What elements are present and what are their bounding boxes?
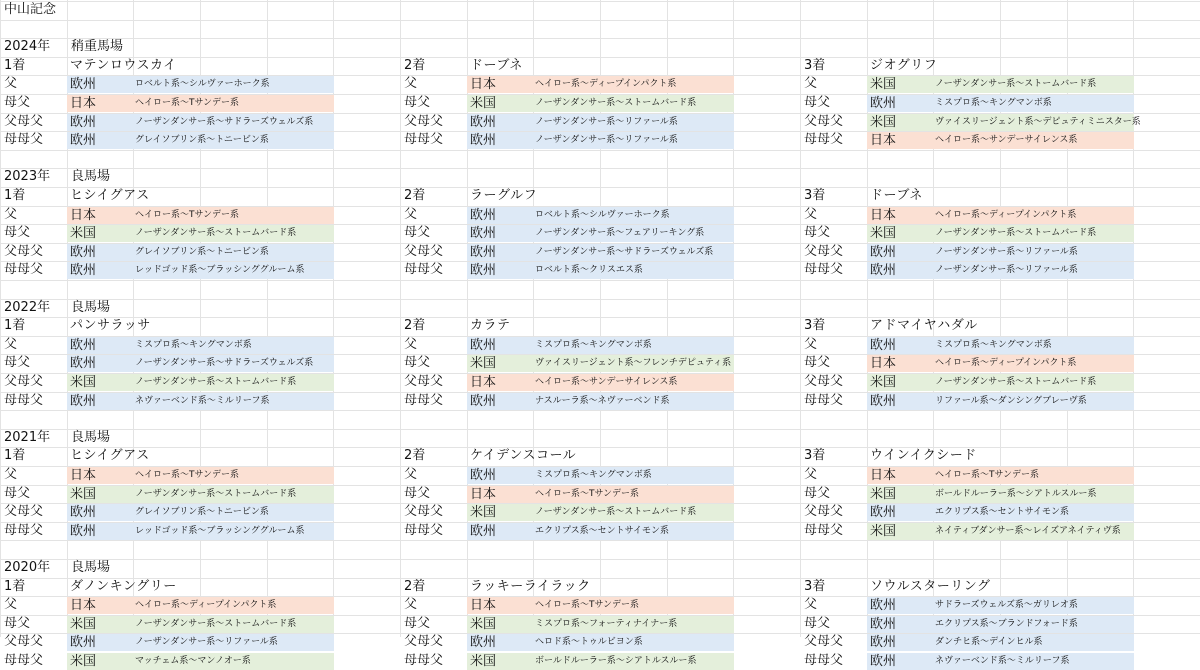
horse-name[interactable]: ソウルスターリング (870, 579, 991, 594)
horse-name[interactable]: マテンロウスカイ (70, 58, 177, 73)
horse-name[interactable]: ラッキーライラック (470, 579, 591, 594)
sire-line-value: ミスプロ系～キングマンボ系 (935, 340, 1052, 350)
sire-line-value: ヘイロー系～Tサンデー系 (135, 210, 240, 220)
pedigree-relation[interactable]: 母母父 (804, 393, 844, 408)
pedigree-relation[interactable]: 父母父 (4, 374, 44, 389)
pedigree-relation[interactable]: 母母父 (4, 393, 44, 408)
pedigree-relation[interactable]: 父母父 (404, 374, 444, 389)
region-value: 欧州 (70, 245, 97, 260)
pedigree-relation[interactable]: 母父 (804, 95, 831, 110)
race-year[interactable]: 2024年 (4, 39, 51, 54)
pedigree-relation[interactable]: 父 (4, 337, 18, 352)
race-year[interactable]: 2021年 (4, 430, 51, 445)
region-lineage-cell[interactable] (67, 486, 334, 503)
pedigree-relation[interactable]: 父母父 (404, 504, 444, 519)
sire-line-value: ノーザンダンサー系～ストームバード系 (135, 619, 297, 629)
sheet-title[interactable]: 中山記念 (4, 2, 57, 17)
region-value: 欧州 (470, 208, 497, 223)
region-value: 欧州 (870, 338, 897, 353)
gridline-horizontal (0, 168, 1200, 169)
pedigree-relation[interactable]: 父 (404, 337, 418, 352)
placing-label[interactable]: 3着 (804, 579, 826, 594)
region-value: 米国 (470, 654, 497, 669)
track-condition[interactable]: 良馬場 (71, 560, 111, 575)
sire-line-value: ノーザンダンサー系～ストームバード系 (535, 98, 697, 108)
gridline-horizontal (0, 540, 1200, 541)
pedigree-relation[interactable]: 母母父 (404, 132, 444, 147)
placing-label[interactable]: 1着 (4, 58, 26, 73)
pedigree-relation[interactable]: 母父 (4, 486, 31, 501)
region-value: 欧州 (870, 263, 897, 278)
sire-line-value: ボールドルーラー系～シアトルスルー系 (535, 656, 697, 666)
region-lineage-cell[interactable] (67, 467, 334, 484)
region-lineage-cell[interactable] (867, 76, 1134, 93)
sire-line-value: ナスルーラ系～ネヴァーベンド系 (535, 396, 670, 406)
sire-line-value: ヘイロー系～ディープインパクト系 (935, 210, 1077, 220)
region-lineage-cell[interactable] (867, 262, 1134, 279)
region-lineage-cell[interactable] (867, 132, 1134, 149)
pedigree-relation[interactable]: 母母父 (804, 132, 844, 147)
region-lineage-cell[interactable] (67, 374, 334, 391)
region-lineage-cell[interactable] (467, 262, 734, 279)
pedigree-relation[interactable]: 母父 (4, 616, 31, 631)
placing-label[interactable]: 1着 (4, 188, 26, 203)
region-lineage-cell[interactable] (467, 95, 734, 112)
region-lineage-cell[interactable] (467, 207, 734, 224)
region-value: 欧州 (70, 635, 97, 650)
region-lineage-cell[interactable] (867, 616, 1134, 633)
pedigree-relation[interactable]: 母父 (404, 486, 431, 501)
pedigree-relation[interactable]: 母父 (804, 486, 831, 501)
placing-label[interactable]: 1着 (4, 318, 26, 333)
pedigree-relation[interactable]: 母父 (804, 225, 831, 240)
region-value: 日本 (470, 77, 497, 92)
region-value: 米国 (870, 226, 897, 241)
region-lineage-cell[interactable] (867, 355, 1134, 372)
track-condition[interactable]: 良馬場 (71, 300, 111, 315)
gridline-horizontal (0, 578, 1200, 579)
region-value: 日本 (870, 356, 897, 371)
sire-line-value: ヘイロー系～ディープインパクト系 (535, 79, 677, 89)
region-lineage-cell[interactable] (467, 76, 734, 93)
region-lineage-cell[interactable] (67, 597, 334, 614)
region-lineage-cell[interactable] (867, 337, 1134, 354)
pedigree-relation[interactable]: 母父 (4, 355, 31, 370)
region-value: 日本 (470, 375, 497, 390)
pedigree-relation[interactable]: 父 (4, 467, 18, 482)
region-value: 日本 (470, 487, 497, 502)
region-value: 欧州 (70, 505, 97, 520)
gridline-horizontal (0, 559, 1200, 560)
sire-line-value: ヘイロー系～Tサンデー系 (935, 470, 1040, 480)
region-lineage-cell[interactable] (67, 337, 334, 354)
sire-line-value: ミスプロ系～キングマンボ系 (535, 340, 652, 350)
placing-label[interactable]: 2着 (404, 318, 426, 333)
region-lineage-cell[interactable] (467, 597, 734, 614)
pedigree-relation[interactable]: 父母父 (4, 244, 44, 259)
region-value: 米国 (470, 356, 497, 371)
sire-line-value: ノーザンダンサー系～ストームバード系 (135, 228, 297, 238)
region-lineage-cell[interactable] (867, 653, 1134, 670)
region-value: 米国 (70, 617, 97, 632)
region-lineage-cell[interactable] (467, 653, 734, 670)
region-value: 欧州 (870, 598, 897, 613)
race-year[interactable]: 2022年 (4, 300, 51, 315)
horse-name[interactable]: ウインイクシード (870, 448, 977, 463)
pedigree-relation[interactable]: 父 (404, 597, 418, 612)
region-value: 欧州 (470, 635, 497, 650)
placing-label[interactable]: 3着 (804, 188, 826, 203)
pedigree-relation[interactable]: 父母父 (4, 504, 44, 519)
region-value: 欧州 (70, 77, 97, 92)
pedigree-relation[interactable]: 母父 (804, 616, 831, 631)
pedigree-relation[interactable]: 母母父 (404, 523, 444, 538)
sire-line-value: ノーザンダンサー系～ストームバード系 (935, 228, 1097, 238)
region-value: 欧州 (470, 263, 497, 278)
region-value: 米国 (870, 524, 897, 539)
region-lineage-cell[interactable] (867, 597, 1134, 614)
pedigree-relation[interactable]: 母父 (804, 355, 831, 370)
pedigree-relation[interactable]: 父 (804, 467, 818, 482)
region-value: 日本 (870, 208, 897, 223)
race-year[interactable]: 2020年 (4, 560, 51, 575)
region-lineage-cell[interactable] (867, 393, 1134, 410)
pedigree-relation[interactable]: 母母父 (804, 653, 844, 668)
region-value: 欧州 (470, 524, 497, 539)
pedigree-relation[interactable]: 母母父 (404, 393, 444, 408)
region-value: 欧州 (470, 115, 497, 130)
sire-line-value: ノーザンダンサー系～フェアリーキング系 (535, 228, 705, 238)
pedigree-relation[interactable]: 父母父 (804, 634, 844, 649)
sire-line-value: ノーザンダンサー系～サドラーズウェルズ系 (135, 117, 314, 127)
pedigree-relation[interactable]: 母母父 (404, 262, 444, 277)
region-lineage-cell[interactable] (67, 504, 334, 521)
pedigree-relation[interactable]: 父 (804, 76, 818, 91)
track-condition[interactable]: 稍重馬場 (71, 39, 124, 54)
region-value: 日本 (70, 208, 97, 223)
region-value: 米国 (870, 375, 897, 390)
region-lineage-cell[interactable] (867, 523, 1134, 540)
horse-name[interactable]: ジオグリフ (870, 58, 938, 73)
region-value: 米国 (70, 375, 97, 390)
pedigree-relation[interactable]: 母父 (404, 95, 431, 110)
horse-name[interactable]: ヒシイグアス (70, 188, 150, 203)
region-lineage-cell[interactable] (67, 244, 334, 261)
sire-line-value: ノーザンダンサー系～ストームバード系 (935, 79, 1097, 89)
gridline-vertical (400, 0, 401, 637)
horse-name[interactable]: ヒシイグアス (70, 448, 150, 463)
gridline-horizontal (0, 57, 1200, 58)
track-condition[interactable]: 良馬場 (71, 430, 111, 445)
sire-line-value: ネヴァーベンド系～ミルリーフ系 (935, 656, 1070, 666)
gridline-horizontal (0, 317, 1200, 318)
region-lineage-cell[interactable] (67, 132, 334, 149)
sire-line-value: ノーザンダンサー系～リファール系 (935, 247, 1078, 257)
pedigree-relation[interactable]: 父母父 (404, 634, 444, 649)
region-value: 日本 (70, 96, 97, 111)
pedigree-relation[interactable]: 母父 (4, 225, 31, 240)
track-condition[interactable]: 良馬場 (71, 169, 111, 184)
region-lineage-cell[interactable] (467, 337, 734, 354)
pedigree-relation[interactable]: 母母父 (804, 262, 844, 277)
gridline-horizontal (0, 20, 1200, 21)
region-value: 米国 (470, 96, 497, 111)
sire-line-value: リファール系～ダンシングブレーヴ系 (935, 396, 1087, 406)
gridline-horizontal (0, 429, 1200, 430)
pedigree-relation[interactable]: 母父 (4, 95, 31, 110)
region-value: 欧州 (70, 338, 97, 353)
sire-line-value: ボールドルーラー系～シアトルスルー系 (935, 489, 1097, 499)
horse-name[interactable]: アドマイヤハダル (870, 318, 978, 333)
region-lineage-cell[interactable] (467, 355, 734, 372)
region-value: 欧州 (470, 468, 497, 483)
sire-line-value: ミスプロ系～キングマンボ系 (135, 340, 252, 350)
region-value: 米国 (70, 654, 97, 669)
region-value: 欧州 (470, 338, 497, 353)
region-value: 欧州 (870, 394, 897, 409)
pedigree-relation[interactable]: 父 (4, 207, 18, 222)
region-lineage-cell[interactable] (867, 95, 1134, 112)
pedigree-relation[interactable]: 母母父 (4, 262, 44, 277)
pedigree-relation[interactable]: 父 (804, 337, 818, 352)
region-lineage-cell[interactable] (867, 486, 1134, 503)
sire-line-value: エクリプス系～セントサイモン系 (535, 526, 670, 536)
region-value: 欧州 (70, 356, 97, 371)
region-value: 米国 (70, 487, 97, 502)
gridline-horizontal (0, 1, 1200, 2)
pedigree-relation[interactable]: 父母父 (404, 114, 444, 129)
region-lineage-cell[interactable] (67, 523, 334, 540)
sire-line-value: エクリプス系～ブランドフォード系 (935, 619, 1078, 629)
pedigree-relation[interactable]: 父母父 (804, 504, 844, 519)
pedigree-relation[interactable]: 父母父 (4, 114, 44, 129)
sire-line-value: レッドゴッド系～ブラッシンググルーム系 (135, 526, 305, 536)
placing-label[interactable]: 1着 (4, 448, 26, 463)
region-value: 欧州 (70, 133, 97, 148)
placing-label[interactable]: 2着 (404, 448, 426, 463)
horse-name[interactable]: ラーグルフ (470, 188, 538, 203)
region-value: 米国 (870, 487, 897, 502)
sire-line-value: ノーザンダンサー系～ストームバード系 (135, 489, 297, 499)
pedigree-relation[interactable]: 母母父 (4, 653, 44, 668)
region-value: 米国 (870, 77, 897, 92)
pedigree-relation[interactable]: 父 (4, 76, 18, 91)
horse-name[interactable]: ダノンキングリー (70, 579, 177, 594)
gridline-horizontal (0, 299, 1200, 300)
placing-label[interactable]: 2着 (404, 579, 426, 594)
sire-line-value: レッドゴッド系～ブラッシンググルーム系 (135, 265, 305, 275)
region-lineage-cell[interactable] (867, 225, 1134, 242)
region-value: 欧州 (470, 245, 497, 260)
sire-line-value: ノーザンダンサー系～リファール系 (935, 265, 1078, 275)
region-value: 欧州 (470, 133, 497, 148)
placing-label[interactable]: 3着 (804, 448, 826, 463)
pedigree-relation[interactable]: 母母父 (404, 653, 444, 668)
sire-line-value: ヘイロー系～Tサンデー系 (535, 489, 640, 499)
sire-line-value: ネイティブダンサー系～レイズアネイティヴ系 (935, 526, 1121, 536)
region-lineage-cell[interactable] (67, 262, 334, 279)
region-lineage-cell[interactable] (867, 374, 1134, 391)
sire-line-value: ノーザンダンサー系～リファール系 (135, 637, 278, 647)
sire-line-value: ヘイロー系～Tサンデー系 (135, 98, 240, 108)
pedigree-relation[interactable]: 母父 (404, 225, 431, 240)
region-value: 欧州 (870, 654, 897, 669)
gridline-horizontal (0, 38, 1200, 39)
region-value: 米国 (870, 115, 897, 130)
gridline-horizontal (0, 150, 1200, 151)
region-lineage-cell[interactable] (467, 486, 734, 503)
region-lineage-cell[interactable] (467, 225, 734, 242)
region-lineage-cell[interactable] (467, 244, 734, 261)
horse-name[interactable]: パンサラッサ (70, 318, 151, 333)
pedigree-relation[interactable]: 父 (4, 597, 18, 612)
pedigree-relation[interactable]: 母母父 (4, 523, 44, 538)
region-lineage-cell[interactable] (867, 244, 1134, 261)
pedigree-relation[interactable]: 父母父 (804, 374, 844, 389)
placing-label[interactable]: 1着 (4, 579, 26, 594)
region-lineage-cell[interactable] (867, 504, 1134, 521)
region-value: 欧州 (870, 96, 897, 111)
region-value: 欧州 (470, 226, 497, 241)
sire-line-value: ロベルト系～クリスエス系 (535, 265, 643, 275)
region-value: 米国 (470, 505, 497, 520)
region-lineage-cell[interactable] (67, 76, 334, 93)
region-value: 欧州 (70, 394, 97, 409)
region-value: 欧州 (870, 617, 897, 632)
region-value: 欧州 (70, 115, 97, 130)
region-lineage-cell[interactable] (67, 114, 334, 131)
gridline-horizontal (0, 187, 1200, 188)
region-lineage-cell[interactable] (467, 504, 734, 521)
pedigree-relation[interactable]: 母母父 (804, 523, 844, 538)
sire-line-value: マッチェム系～マンノオー系 (135, 656, 251, 666)
pedigree-relation[interactable]: 父 (404, 467, 418, 482)
sire-line-value: ノーザンダンサー系～ストームバード系 (935, 377, 1097, 387)
pedigree-relation[interactable]: 父母父 (804, 244, 844, 259)
horse-name[interactable]: カラテ (470, 318, 511, 333)
horse-name[interactable]: ドーブネ (470, 58, 523, 73)
pedigree-relation[interactable]: 父 (804, 597, 818, 612)
pedigree-relation[interactable]: 父母父 (404, 244, 444, 259)
sire-line-value: ノーザンダンサー系～サドラーズウェルズ系 (535, 247, 714, 257)
region-lineage-cell[interactable] (467, 132, 734, 149)
region-lineage-cell[interactable] (867, 467, 1134, 484)
region-lineage-cell[interactable] (467, 523, 734, 540)
region-value: 日本 (70, 468, 97, 483)
placing-label[interactable]: 2着 (404, 58, 426, 73)
placing-label[interactable]: 3着 (804, 58, 826, 73)
region-value: 米国 (70, 226, 97, 241)
sire-line-value: ヘイロー系～Tサンデー系 (535, 600, 640, 610)
region-lineage-cell[interactable] (67, 225, 334, 242)
pedigree-relation[interactable]: 父母父 (804, 114, 844, 129)
region-lineage-cell[interactable] (67, 95, 334, 112)
sire-line-value: ミスプロ系～キングマンボ系 (535, 470, 652, 480)
race-year[interactable]: 2023年 (4, 169, 51, 184)
pedigree-relation[interactable]: 母母父 (4, 132, 44, 147)
gridline-vertical (800, 0, 801, 637)
region-lineage-cell[interactable] (67, 653, 334, 670)
pedigree-relation[interactable]: 父母父 (4, 634, 44, 649)
pedigree-relation[interactable]: 母父 (404, 355, 431, 370)
gridline-vertical (0, 0, 1, 637)
region-lineage-cell[interactable] (67, 616, 334, 633)
sire-line-value: ミスプロ系～フォーティナイナー系 (535, 619, 678, 629)
sire-line-value: ロベルト系～シルヴァーホーク系 (535, 210, 670, 220)
sire-line-value: ヘイロー系～Tサンデー系 (135, 470, 240, 480)
sire-line-value: ノーザンダンサー系～リファール系 (535, 135, 678, 145)
gridline-horizontal (0, 280, 1200, 281)
region-lineage-cell[interactable] (867, 114, 1141, 131)
sire-line-value: ヘイロー系～ディープインパクト系 (135, 600, 277, 610)
region-value: 欧州 (70, 263, 97, 278)
region-lineage-cell[interactable] (467, 467, 734, 484)
region-lineage-cell[interactable] (467, 114, 734, 131)
region-lineage-cell[interactable] (67, 207, 334, 224)
sire-line-value: グレイソブリン系～トニービン系 (135, 247, 269, 257)
region-value: 欧州 (870, 505, 897, 520)
region-value: 米国 (470, 617, 497, 632)
sire-line-value: ヘイロー系～ディープインパクト系 (935, 358, 1077, 368)
pedigree-relation[interactable]: 父 (804, 207, 818, 222)
region-lineage-cell[interactable] (67, 355, 334, 372)
sire-line-value: グレイソブリン系～トニービン系 (135, 507, 269, 517)
pedigree-relation[interactable]: 母父 (404, 616, 431, 631)
sire-line-value: グレイソブリン系～トニービン系 (135, 135, 269, 145)
sire-line-value: ヴァイスリージェント系～デピュティミニスター系 (935, 117, 1141, 127)
sire-line-value: ヘイロー系～サンデーサイレンス系 (935, 135, 1078, 145)
region-value: 日本 (470, 598, 497, 613)
sire-line-value: ヘイロー系～サンデーサイレンス系 (535, 377, 678, 387)
horse-name[interactable]: ドーブネ (870, 188, 923, 203)
sire-line-value: サドラーズウェルズ系～ガリレオ系 (935, 600, 1078, 610)
sire-line-value: ヘロド系～トゥルビヨン系 (535, 637, 643, 647)
sire-line-value: ネヴァーベンド系～ミルリーフ系 (135, 396, 270, 406)
sire-line-value: ダンチヒ系～デインヒル系 (935, 637, 1043, 647)
region-value: 欧州 (70, 524, 97, 539)
region-lineage-cell[interactable] (467, 616, 734, 633)
sire-line-value: ノーザンダンサー系～サドラーズウェルズ系 (135, 358, 314, 368)
sire-line-value: ノーザンダンサー系～リファール系 (535, 117, 678, 127)
placing-label[interactable]: 3着 (804, 318, 826, 333)
region-value: 日本 (870, 468, 897, 483)
region-value: 日本 (870, 133, 897, 148)
placing-label[interactable]: 2着 (404, 188, 426, 203)
horse-name[interactable]: ケイデンスコール (470, 448, 577, 463)
region-lineage-cell[interactable] (467, 393, 734, 410)
region-value: 欧州 (870, 245, 897, 260)
region-value: 欧州 (870, 635, 897, 650)
sire-line-value: ヴァイスリージェント系～フレンチデピュティ系 (535, 358, 732, 368)
region-lineage-cell[interactable] (867, 207, 1134, 224)
sire-line-value: ロベルト系～シルヴァーホーク系 (135, 79, 270, 89)
region-value: 欧州 (470, 394, 497, 409)
sire-line-value: ノーザンダンサー系～ストームバード系 (535, 507, 697, 517)
sire-line-value: ノーザンダンサー系～ストームバード系 (135, 377, 297, 387)
pedigree-relation[interactable]: 父 (404, 207, 418, 222)
region-lineage-cell[interactable] (467, 374, 734, 391)
gridline-horizontal (0, 447, 1200, 448)
region-lineage-cell[interactable] (67, 393, 334, 410)
sire-line-value: エクリプス系～セントサイモン系 (935, 507, 1070, 517)
gridline-horizontal (0, 410, 1200, 411)
region-value: 日本 (70, 598, 97, 613)
pedigree-relation[interactable]: 父 (404, 76, 418, 91)
sire-line-value: ミスプロ系～キングマンボ系 (935, 98, 1052, 108)
